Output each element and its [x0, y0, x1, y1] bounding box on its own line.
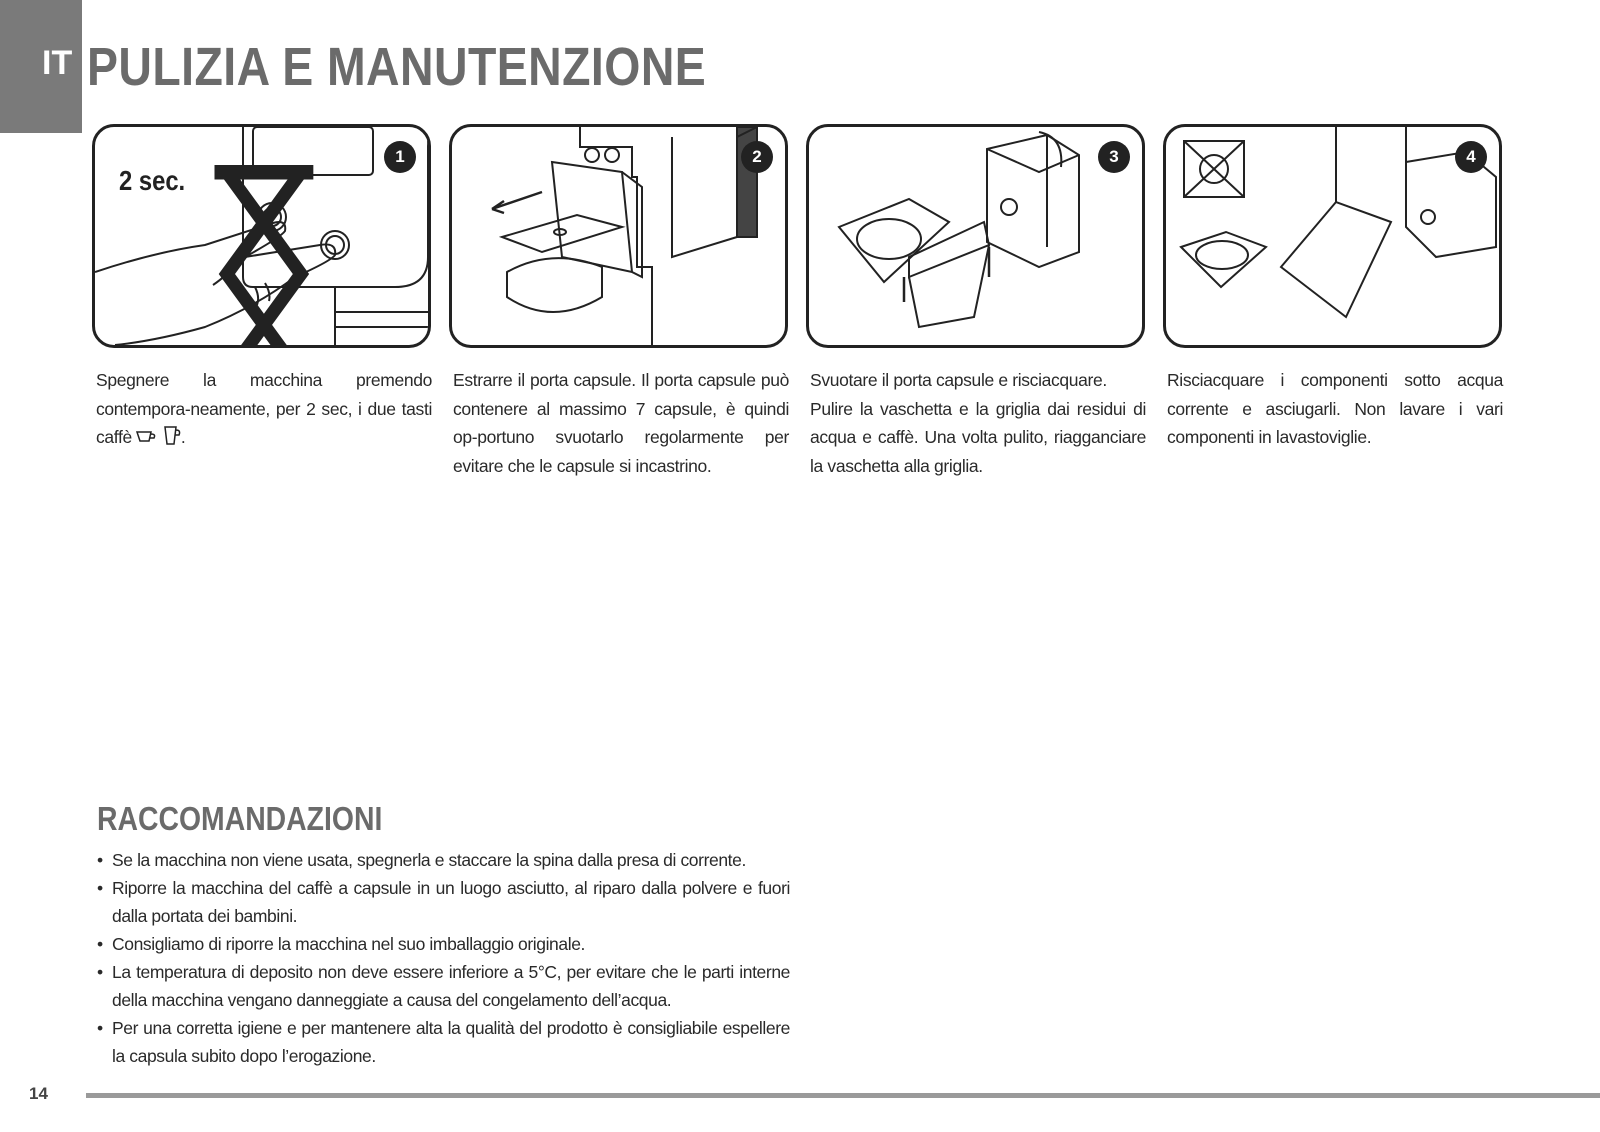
list-item: • Consigliamo di riporre la macchina nel suo imballaggio originale.: [97, 930, 790, 958]
page-number: 14: [29, 1084, 48, 1103]
duration-label: 2 sec.: [119, 165, 185, 197]
step-1-instruction: Spegnere la macchina premendo contempora-neamente, per 2 sec, i due tasti caffè .: [96, 370, 432, 447]
language-code: IT: [42, 44, 73, 82]
espresso-cup-icon: [136, 430, 158, 444]
footer-divider: [86, 1093, 1600, 1098]
recommendations-title: RACCOMANDAZIONI: [97, 800, 383, 837]
language-tab: [0, 0, 82, 133]
hourglass-icon: [122, 165, 405, 348]
step-1-illustration: [92, 124, 431, 348]
step-number-badge: 2: [741, 141, 773, 173]
list-item: • La temperatura di deposito non deve essere inferiore a 5°C, per evitare che le parti interne della macchina vengano danneggiate a causa del congelamento dell’acqua.: [97, 958, 790, 1014]
step-3-instruction: Svuotare il porta capsule e risciacquare. Pulire la vaschetta e la griglia dai residui di acqua e caffè. Una volta pulito, riagganciare la vaschetta alla griglia.: [810, 370, 1146, 476]
step-number-badge: 3: [1098, 141, 1130, 173]
rinse-components-drawing: [1166, 127, 1499, 345]
list-item: • Per una corretta igiene e per mantenere alta la qualità del prodotto è consigliabile espellere la capsula subito dopo l’erogazione.: [97, 1014, 790, 1070]
step-2-illustration: [449, 124, 788, 348]
lungo-cup-icon: [163, 426, 181, 446]
step-4-illustration: [1163, 124, 1502, 348]
step-2-instruction: Estrarre il porta capsule. Il porta capsule può contenere al massimo 7 capsule, è quindi op-portuno svuotarlo regolarmente per evitare che le capsule si incastrino.: [453, 370, 789, 476]
list-item: • Se la macchina non viene usata, spegnerla e staccare la spina dalla presa di corrente.: [97, 846, 790, 874]
empty-capsule-holder-drawing: [809, 127, 1142, 345]
step-number-badge: 4: [1455, 141, 1487, 173]
list-item: • Riporre la macchina del caffè a capsule in un luogo asciutto, al riparo dalla polvere e fuori dalla portata dei bambini.: [97, 874, 790, 930]
step-4-instruction: Risciacquare i componenti sotto acqua corrente e asciugarli. Non lavare i vari componenti in lavastoviglie.: [1167, 370, 1503, 447]
page-title: PULIZIA E MANUTENZIONE: [87, 37, 707, 97]
recommendations-list: [97, 846, 790, 1070]
no-dishwasher-icon: [1184, 141, 1244, 197]
step-number-badge: 1: [384, 141, 416, 173]
capsule-holder-extraction-drawing: [452, 127, 785, 345]
step-3-illustration: [806, 124, 1145, 348]
